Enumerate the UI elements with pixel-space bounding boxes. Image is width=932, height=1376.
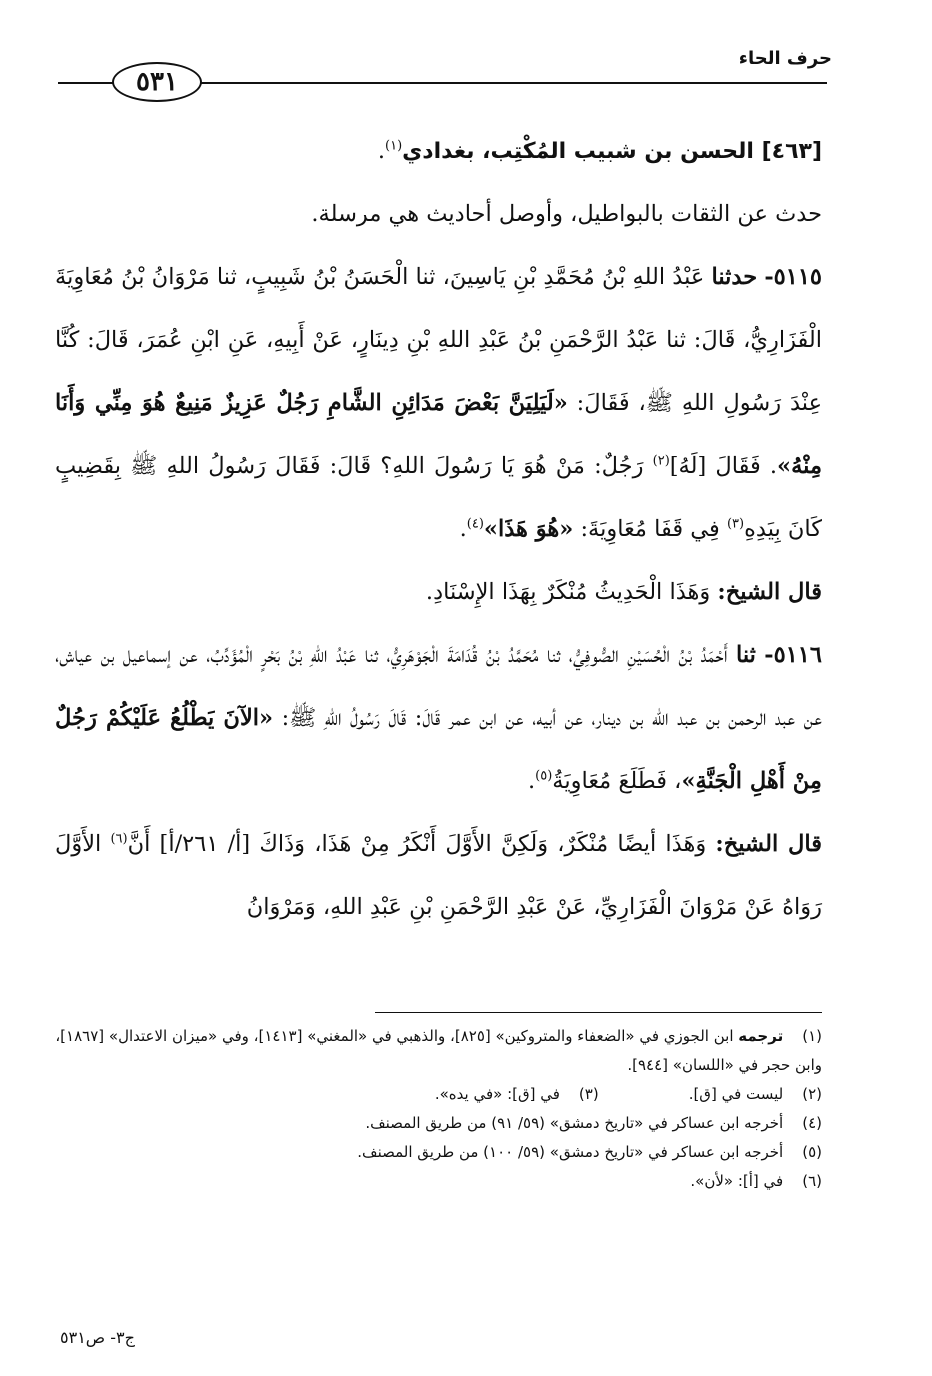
hadith-lead: حدثنا xyxy=(711,264,758,290)
sheikh-comment-1 xyxy=(55,561,822,624)
hadith-text: فِي قَفَا مُعَاوِيَةَ: xyxy=(580,516,720,542)
entry-title-end: . xyxy=(377,138,385,164)
footnote-row-2-3 xyxy=(55,1080,822,1109)
footnote-ref-2: (٢) xyxy=(652,453,670,469)
footnote-separator xyxy=(375,1012,822,1013)
hadith-number: ٥١١٦- xyxy=(764,642,822,668)
hadith-5116 xyxy=(55,624,822,813)
footnote-ref-3: (٣) xyxy=(726,516,745,532)
hadith-5115 xyxy=(55,246,822,561)
footnote-2 xyxy=(689,1080,822,1109)
footnote-lead: ترجمه xyxy=(738,1027,784,1045)
page-reference: ج٣- ص٥٣١ xyxy=(60,1328,135,1347)
footnote-1 xyxy=(55,1022,822,1080)
sheikh-lead: قال الشيخ: xyxy=(715,831,823,857)
footnote-5 xyxy=(55,1138,822,1167)
footnote-text: ليست في [ق]. xyxy=(688,1085,784,1103)
sheikh-text: وَهَذَا الْحَدِيثُ مُنْكَرٌ بِهَذَا الإِسْنَادِ. xyxy=(425,579,711,605)
hadith-end: . xyxy=(527,768,536,794)
hadith-chain: أَحْمَدُ بْنُ الْحُسَيْنِ الصُّوفِيُّ، ثنا مُحَمَّدُ بْنُ قُدَامَةَ الْجَوْهَرِيُّ، ثنا عَبْدُ اللهِ بْنُ بَحْرٍ الْمُؤَدِّبُ، عن إسماعيل بن عياش، عن عبد الرحمن بن عبد الله بن دينار، عن أبيه، عن ابن عمر قَالَ: قَالَ رَسُولُ اللهِ ﷺ: xyxy=(55,642,822,731)
footnote-number: (٤) xyxy=(802,1114,822,1132)
footnote-number: (٢) xyxy=(802,1085,822,1103)
footnotes xyxy=(55,1022,822,1196)
footnote-text: في [أ]: «لأن». xyxy=(690,1172,784,1190)
footnote-6 xyxy=(55,1167,822,1196)
footnote-text: في [ق]: «في يده». xyxy=(434,1085,560,1103)
footnote-text: ابن الجوزي في «الضعفاء والمتروكين» [٨٢٥]، والذهبي في «المغني» [١٤١٣]، وفي «ميزان الاعتدال» [١٨٦٧]، وابن حجر في «اللسان» [٩٤٤]. xyxy=(55,1027,822,1074)
entry-title xyxy=(55,120,822,183)
footnote-3 xyxy=(435,1080,599,1109)
body-text xyxy=(55,120,822,939)
footnote-ref-6: (٦) xyxy=(110,831,128,847)
hadith-text: رَجُلٌ: مَنْ هُوَ يَا رَسُولَ اللهِ؟ قَالَ: فَقَالَ رَسُولُ اللهِ ﷺ بِقَضِيبٍ كَانَ بِيَدِهِ xyxy=(55,453,822,542)
header-rule-left xyxy=(58,82,116,84)
chapter-title: حرف الحاء xyxy=(738,48,832,69)
entry-intro: حدث عن الثقات بالبواطيل، وأوصل أحاديث هي مرسلة. xyxy=(311,201,822,227)
hadith-number: ٥١١٥- xyxy=(764,264,823,290)
footnote-text: أخرجه ابن عساكر في «تاريخ دمشق» (٥٩/ ٩١) من طريق المصنف. xyxy=(365,1114,784,1132)
footnote-number: (٥) xyxy=(802,1143,822,1161)
hadith-end: . xyxy=(459,516,467,542)
header-rule xyxy=(112,82,827,84)
sheikh-comment-2 xyxy=(55,813,822,939)
footnote-number: (٦) xyxy=(802,1172,822,1190)
footnote-number: (١) xyxy=(802,1027,822,1045)
footnote-ref-5: (٥) xyxy=(535,768,553,784)
hadith-quote: «الآنَ يَطْلُعُ عَلَيْكُمْ رَجُلٌ مِنْ أَهْلِ الْجَنَّةِ» xyxy=(55,705,822,794)
footnote-ref-4: (٤) xyxy=(466,516,484,532)
hadith-quote: «لَيَلِيَنَّ بَعْضَ مَدَائِنِ الشَّامِ رَجُلٌ عَزِيزٌ مَنِيعٌ هُوَ مِنِّي وَأَنَا مِنْهُ» xyxy=(55,390,822,479)
hadith-text: . فَقَالَ [لَهُ] xyxy=(669,453,778,479)
hadith-text: ، فَطَلَعَ مُعَاوِيَةُ xyxy=(552,768,682,794)
sheikh-text: الأَوَّلَ رَوَاهُ عَنْ مَرْوَانَ الْفَزَارِيِّ، عَنْ عَبْدِ الرَّحْمَنِ بْنِ عَبْدِ اللهِ، وَمَرْوَانُ xyxy=(55,831,822,920)
hadith-quote: «هُوَ هَذَا» xyxy=(483,516,574,542)
footnote-ref-1: (١) xyxy=(385,138,403,154)
sheikh-text: وَهَذَا أيضًا مُنْكَرٌ، وَلَكِنَّ الأَوَّلَ أَنْكَرُ مِنْ هَذَا، وَذَاكَ [أ/ ٢٦١/أ] أَنَّ xyxy=(127,831,707,857)
hadith-lead: ثنا xyxy=(735,642,756,668)
entry-title-text: [٤٦٣] الحسن بن شبيب المُكْتِب، بغدادي xyxy=(402,139,822,164)
footnote-text: أخرجه ابن عساكر في «تاريخ دمشق» (٥٩/ ١٠٠) من طريق المصنف. xyxy=(357,1143,784,1161)
hadith-chain: عَبْدُ اللهِ بْنُ مُحَمَّدِ بْنِ يَاسِينَ، ثنا الْحَسَنُ بْنُ شَبِيبٍ، ثنا مَرْوَانُ بْنُ مُعَاوِيَةَ الْفَزَارِيُّ، قَالَ: ثنا عَبْدُ الرَّحْمَنِ بْنُ عَبْدِ اللهِ بْنِ دِينَارٍ، عَنْ أَبِيهِ، عَنِ ابْنِ عُمَرَ، قَالَ: كُنَّا عِنْدَ رَسُولِ اللهِ ﷺ، فَقَالَ: xyxy=(55,264,822,416)
footnote-number: (٣) xyxy=(578,1085,599,1103)
page-number: ٥٣١ xyxy=(112,62,202,102)
sheikh-lead: قال الشيخ: xyxy=(717,579,822,605)
footnote-4 xyxy=(55,1109,822,1138)
